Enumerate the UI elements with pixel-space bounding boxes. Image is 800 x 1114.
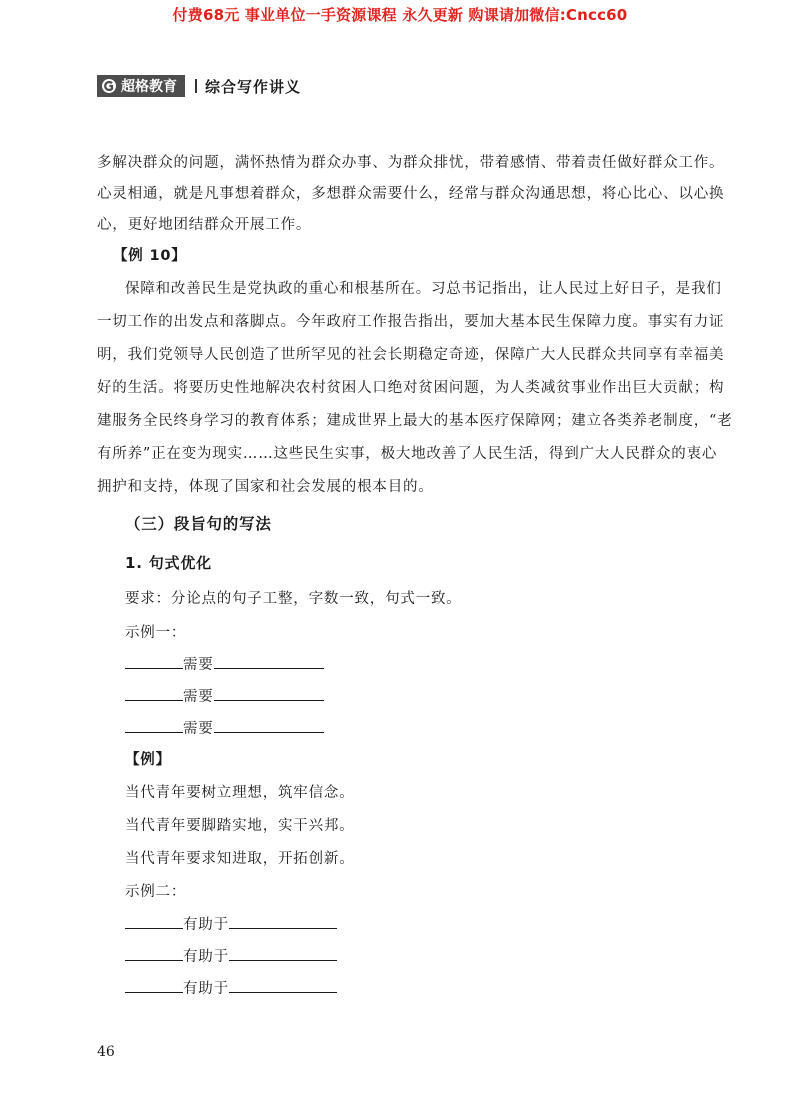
example-10-line-2: 一切工作的出发点和落脚点。今年政府工作报告指出，要加大基本民生保障力度。事实有力证 xyxy=(97,314,725,330)
blank-connector-word: 有助于 xyxy=(183,949,229,965)
page-header xyxy=(97,74,301,98)
blank-connector-word: 有助于 xyxy=(183,917,229,933)
section-title: （三）段旨句的写法 xyxy=(125,515,272,533)
example-10-label: 【例 10】 xyxy=(113,248,187,264)
header-title: 综合写作讲义 xyxy=(205,77,302,96)
blank-line xyxy=(125,914,183,929)
brand-logo-icon xyxy=(101,78,117,94)
intro-line-1: 多解决群众的问题，满怀热情为群众办事、为群众排忧，带着感情、带着责任做好群众工作。 xyxy=(97,155,725,171)
blank-line xyxy=(214,718,324,733)
blank-connector-word: 需要 xyxy=(183,689,214,705)
blank-connector-word: 需要 xyxy=(183,721,214,737)
blank-connector-word: 有助于 xyxy=(183,981,229,997)
example-10-line-5: 建服务全民终身学习的教育体系；建成世界上最大的基本医疗保障网；建立各类养老制度，“老 xyxy=(97,413,733,429)
brand-logo xyxy=(97,75,185,97)
intro-line-2: 心灵相通，就是凡事想着群众，多想群众需要什么，经常与群众沟通思想，将心比心、以心换 xyxy=(97,186,725,202)
blank-line xyxy=(125,718,183,733)
example-line-3: 当代青年要求知进取，开拓创新。 xyxy=(125,851,355,867)
fill-blank-row xyxy=(125,977,337,998)
example-10-line-3: 明，我们党领导人民创造了世所罕见的社会长期稳定奇迹，保障广大人民群众共同享有幸福美 xyxy=(97,347,725,363)
subsection-title: 1. 句式优化 xyxy=(125,554,212,572)
promo-banner: 付费68元 事业单位一手资源课程 永久更新 购课请加微信:Cncc60 xyxy=(172,6,628,24)
requirement-text: 要求：分论点的句子工整，字数一致，句式一致。 xyxy=(125,591,462,607)
fill-blank-row xyxy=(125,717,324,738)
blank-line xyxy=(214,686,324,701)
blank-line xyxy=(125,686,183,701)
example-10-line-6: 有所养”正在变为现实……这些民生实事，极大地改善了人民生活，得到广大人民群众的衷心 xyxy=(97,446,718,462)
example-two-label: 示例二： xyxy=(125,884,187,900)
example-10-line-4: 好的生活。将要历史性地解决农村贫困人口绝对贫困问题，为人类减贫事业作出巨大贡献；构 xyxy=(97,380,725,396)
example-label: 【例】 xyxy=(125,752,171,768)
blank-line xyxy=(229,946,337,961)
blank-line xyxy=(214,654,324,669)
intro-line-3: 心，更好地团结群众开展工作。 xyxy=(97,217,312,233)
page-number: 46 xyxy=(97,1044,115,1060)
header-divider xyxy=(195,79,197,93)
blank-line xyxy=(125,654,183,669)
example-line-1: 当代青年要树立理想，筑牢信念。 xyxy=(125,785,355,801)
example-one-label: 示例一： xyxy=(125,625,187,641)
fill-blank-row xyxy=(125,653,324,674)
blank-line xyxy=(125,946,183,961)
example-10-line-1: 保障和改善民生是党执政的重心和根基所在。习总书记指出，让人民过上好日子，是我们 xyxy=(125,281,722,297)
example-line-2: 当代青年要脚踏实地，实干兴邦。 xyxy=(125,818,355,834)
blank-line xyxy=(229,914,337,929)
example-10-line-7: 拥护和支持，体现了国家和社会发展的根本目的。 xyxy=(97,479,434,495)
blank-line xyxy=(229,978,337,993)
blank-connector-word: 需要 xyxy=(183,657,214,673)
fill-blank-row xyxy=(125,913,337,934)
blank-line xyxy=(125,978,183,993)
brand-logo-text: 超格教育 xyxy=(121,79,177,95)
fill-blank-row xyxy=(125,945,337,966)
fill-blank-row xyxy=(125,685,324,706)
